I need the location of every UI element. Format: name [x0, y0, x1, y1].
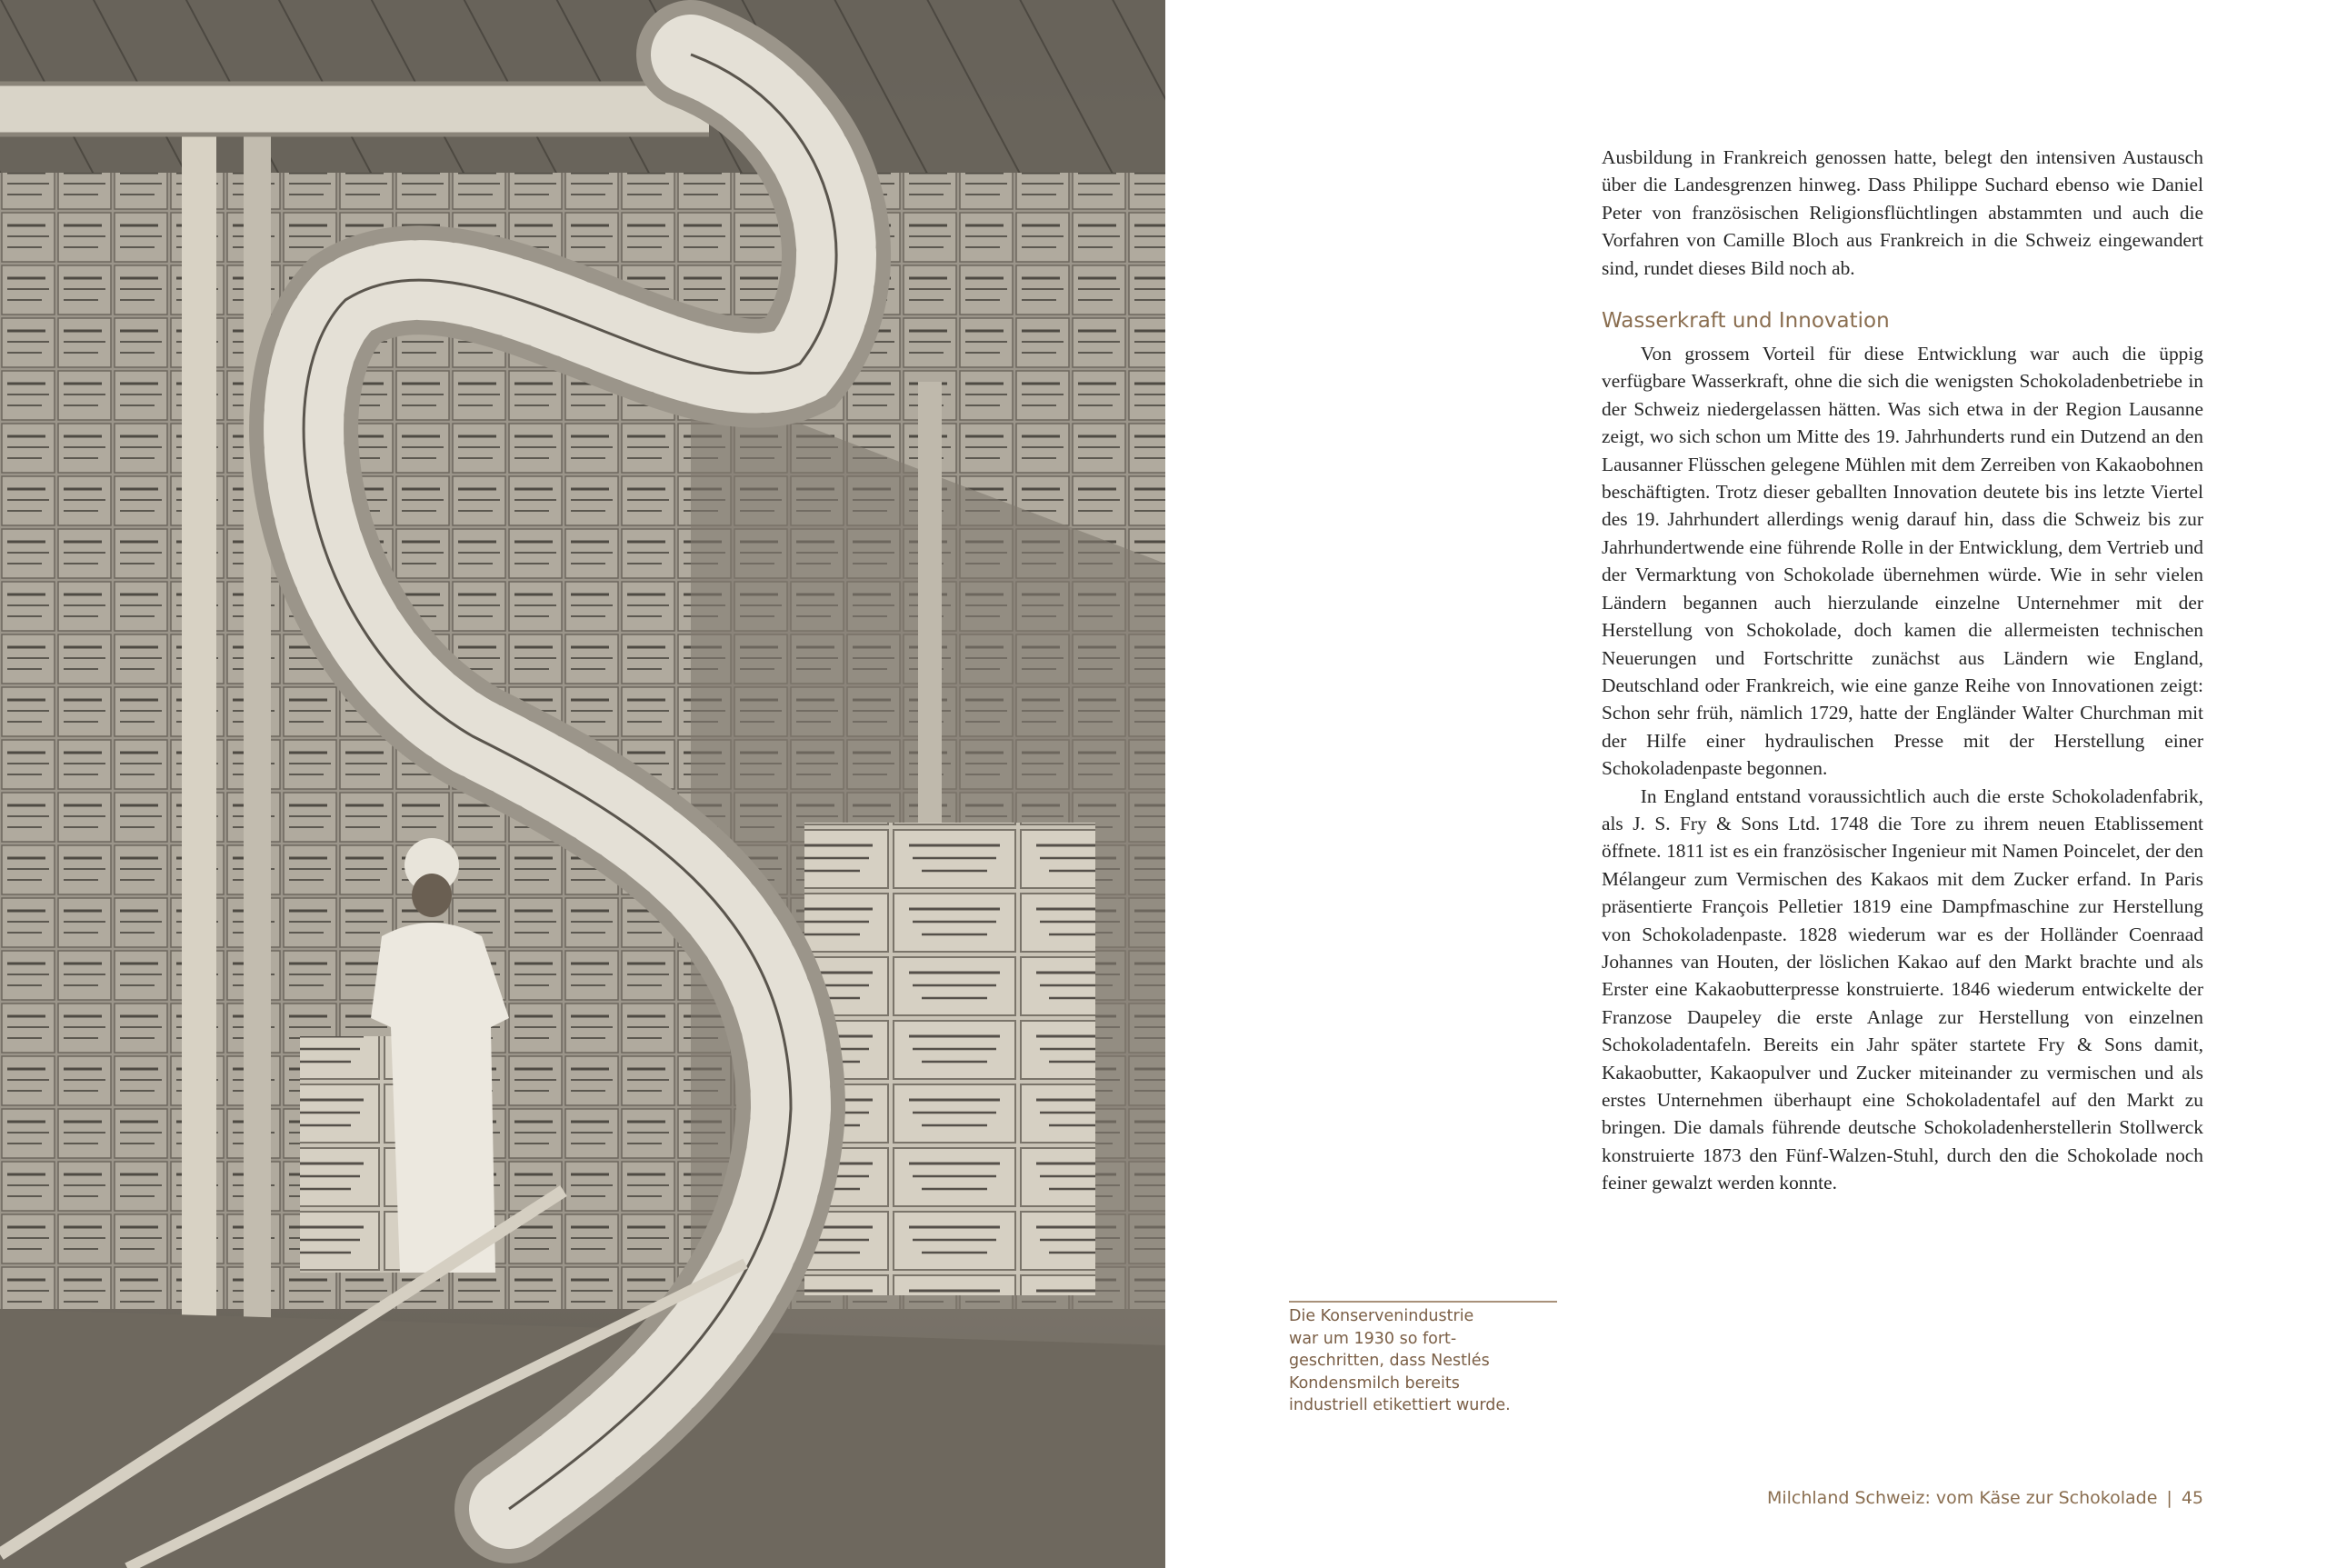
article-paragraph: Von grossem Vorteil für diese Entwicklung war auch die üppig verfügbare Wasserkraft, ohne die sich die wenigsten Schokoladenbetriebe in der Schweiz niedergelassen hätten. Was sich etwa in der Region Lausanne zeigt, wo sich schon um Mitte des 19. Jahrhunderts rund ein Dutzend an den Lausanner Flüsschen gelegene Mühlen mit dem Zerreiben von Kakaobohnen beschäftigten. Trotz dieser geballten Innovation deutete bis ins letzte Viertel des 19. Jahrhundert allerdings wenig darauf hin, dass die Schweiz bis zur Jahrhundertwende eine führende Rolle in der Entwicklung, dem Vertrieb und der Vermarktung von Schokolade übernehmen würde. Wie in sehr vielen Ländern begannen auch hierzulande einzelne Unternehmer mit der Herstellung von Schokolade, doch kamen die allermeisten technischen Neuerungen und Fortschritte zunächst aus Ländern wie England, Deutschland oder Frankreich, wie eine ganze Reihe von Innovationen zeigt: Schon sehr früh, nämlich 1729, hatte der Engländer Walter Churchman mit der Hilfe einer hydraulischen Presse mit der Herstellung einer Schokoladenpaste begonnen.: [1602, 343, 2203, 780]
page-number: 45: [2181, 1488, 2203, 1508]
photo-caption: [1289, 1305, 1534, 1417]
page-footer: [1767, 1488, 2203, 1508]
caption-line: Kondensmilch bereits: [1289, 1373, 1460, 1393]
article-paragraph: Ausbildung in Frankreich genossen hatte, belegt den intensiven Austausch über die Landesgrenzen hinweg. Dass Philippe Suchard ebenso wie Daniel Peter von französischen Religionsflüchtlingen abstammten und auch die Vorfahren von Camille Bloch aus Frankreich in die Schweiz eingewandert sind, rundet dieses Bild noch ab.: [1602, 146, 2203, 279]
caption-line: war um 1930 so fort-: [1289, 1329, 1457, 1348]
article-paragraph: In England entstand voraussichtlich auch die erste Schokoladenfabrik, als J. S. Fry & Sons Ltd. 1748 die Tore zu ihrem neuen Etablissement öffnete. 1811 ist es ein französischer Ingenieur mit Namen Poincelet, der den Mélangeur zum Vermischen des Kakaos mit dem Zucker erfand. In Paris präsentierte François Pelletier 1819 eine Dampfmaschine zur Herstellung von Schokoladenpaste. 1828 wiederum war es der Holländer Coenraad Johannes van Houten, der löslichen Kakao auf den Markt brachte und als Erster eine Kakaobutterpresse konstruierte. 1846 wiederum entwickelte der Franzose Daupeley die erste Anlage zur Herstellung von einzelnen Schokoladentafeln. Bereits ein Jahr später startete Fry & Sons damit, Kakaobutter, Kakaopulver und Zucker miteinander zu vermischen und als erstes Unternehmen überhaupt eine Schokoladentafel auf den Markt zu bringen. Die damals führende deutsche Schokoladenherstellerin Stollwerck konstruierte 1873 den Fünf-Walzen-Stuhl, durch den die Schokolade noch feiner gewalzt werden konnte.: [1602, 784, 2203, 1194]
caption-line: geschritten, dass Nestlés: [1289, 1352, 1490, 1371]
running-title: Milchland Schweiz: vom Käse zur Schokolade: [1766, 1488, 2158, 1508]
caption-line: industriell etikettiert wurde.: [1289, 1396, 1511, 1415]
footer-separator: |: [2166, 1488, 2172, 1508]
caption-rule: [1289, 1301, 1557, 1303]
article-body: [1602, 144, 2203, 1197]
section-heading: Wasserkraft und Innovation: [1602, 309, 1890, 334]
caption-line: Die Konservenindustrie: [1289, 1307, 1474, 1325]
